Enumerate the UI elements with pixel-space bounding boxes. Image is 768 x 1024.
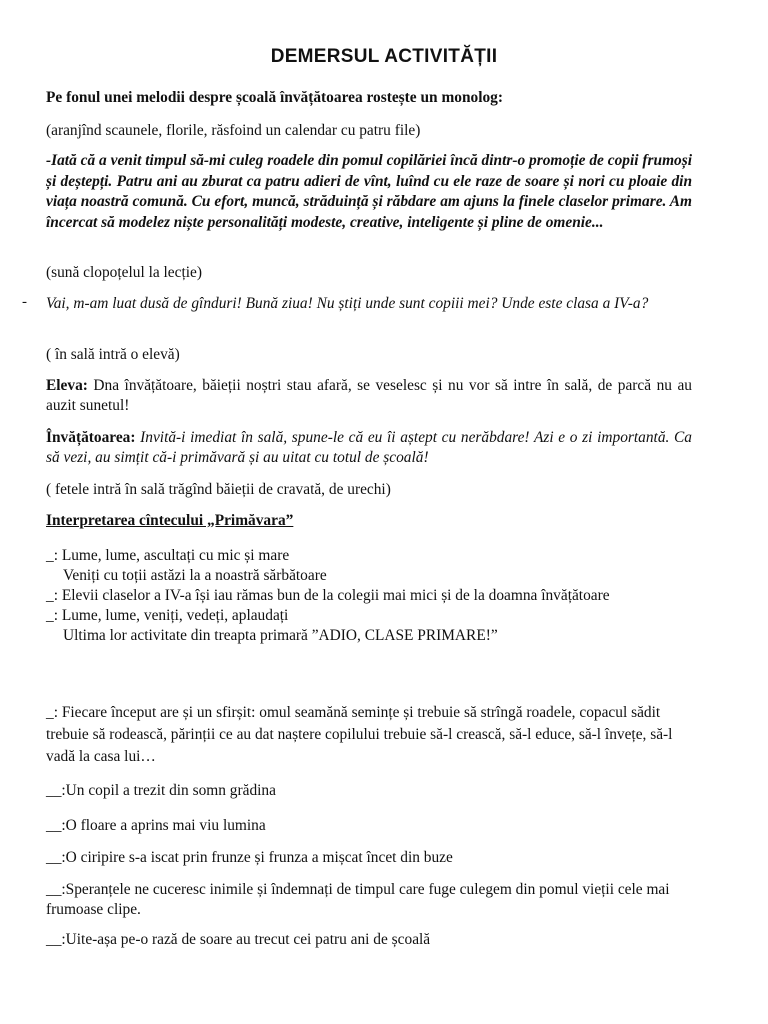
song-heading (46, 511, 692, 531)
eleva-text: Dna învățătoare, băieții noștri stau afară, se veselesc și nu vor să intre în sală, de parcă nu au auzit sunetul! (46, 377, 692, 414)
teacher-text: Invită-i imediat în sală, spune-le că eu îi aștept cu nerăbdare! Azi e o zi importantă. Ca să vezi, au simțit că-i primăvară și au uitat cu totul de școală! (46, 429, 692, 466)
list-item: __:Un copil a trezit din somn grădina (46, 782, 276, 799)
speaker-invatatoarea: Învățătoarea: (46, 429, 136, 446)
song-line: _: Elevii claselor a IV-a își iau rămas bun de la colegii mai mici și de la doamna învățătoare (46, 587, 610, 604)
eleva-dialogue (46, 376, 692, 416)
speaker-eleva: Eleva: (46, 377, 88, 394)
stage-direction-girls: ( fetele intră în sală trăgînd băieții de cravată, de urechi) (46, 481, 391, 498)
list-item: __:O floare a aprins mai viu lumina (46, 817, 266, 834)
paragraph-fiecare: _: Fiecare început are și un sfirșit: omul seamănă semințe și trebuie să strîngă roadele, copacul sădit trebuie să rodească, părinții ce au dat naștere copilului trebuie să-l crească, să-l educe, să-l învețe, să-l vadă la casa lui… (46, 704, 673, 765)
stage-direction-student-enters: ( în sală intră o elevă) (46, 346, 180, 363)
list-item: __:Speranțele ne cuceresc inimile și îndemnați de timpul care fuge culegem din pomul vieții cele mai frumoase clipe. (46, 881, 670, 918)
teacher-dialogue (46, 428, 692, 468)
song-lyrics (46, 546, 692, 646)
list-dash: - (22, 294, 27, 310)
page-title: DEMERSUL ACTIVITĂȚII (270, 46, 498, 67)
teacher-monologue: -Iată că a venit timpul să-mi culeg roadele din pomul copilăriei încă dintr-o promoție de copii frumoși și deștepți. Patru ani au zburat ca patru adieri de vînt, luînd cu ele raze de soare și nori cu ploaie din viața noastră comună. Cu efort, muncă, străduință și răbdare am ajuns la finele claselor primare. Am încercat să modelez niște personalități modeste, creative, inteligente și pline de omenie... (46, 152, 692, 231)
song-line: Ultima lor activitate din treapta primară ”ADIO, CLASE PRIMARE!” (63, 627, 498, 644)
stage-direction-calendar: (aranjînd scaunele, florile, răsfoind un calendar cu patru file) (46, 122, 421, 139)
list-item: __:Uite-așa pe-o rază de soare au trecut cei patru ani de școală (46, 931, 431, 948)
intro-line: Pe fonul unei melodii despre școală învățătoarea rostește un monolog: (46, 89, 504, 106)
song-line: _: Lume, lume, veniți, vedeți, aplaudați (46, 607, 289, 624)
song-heading-text: Interpretarea cîntecului „Primăvara” (46, 512, 294, 529)
teacher-line-vai: Vai, m-am luat dusă de gînduri! Bună ziua! Nu știți unde sunt copiii mei? Unde este clasa a IV-a? (46, 295, 649, 312)
list-item: __:O ciripire s-a iscat prin frunze și frunza a mișcat încet din buze (46, 849, 453, 866)
song-line: _: Lume, lume, ascultați cu mic și mare (46, 547, 290, 564)
stage-direction-bell: (sună clopoțelul la lecție) (46, 264, 202, 281)
song-line: Veniți cu toții astăzi la a noastră sărbătoare (63, 567, 327, 584)
